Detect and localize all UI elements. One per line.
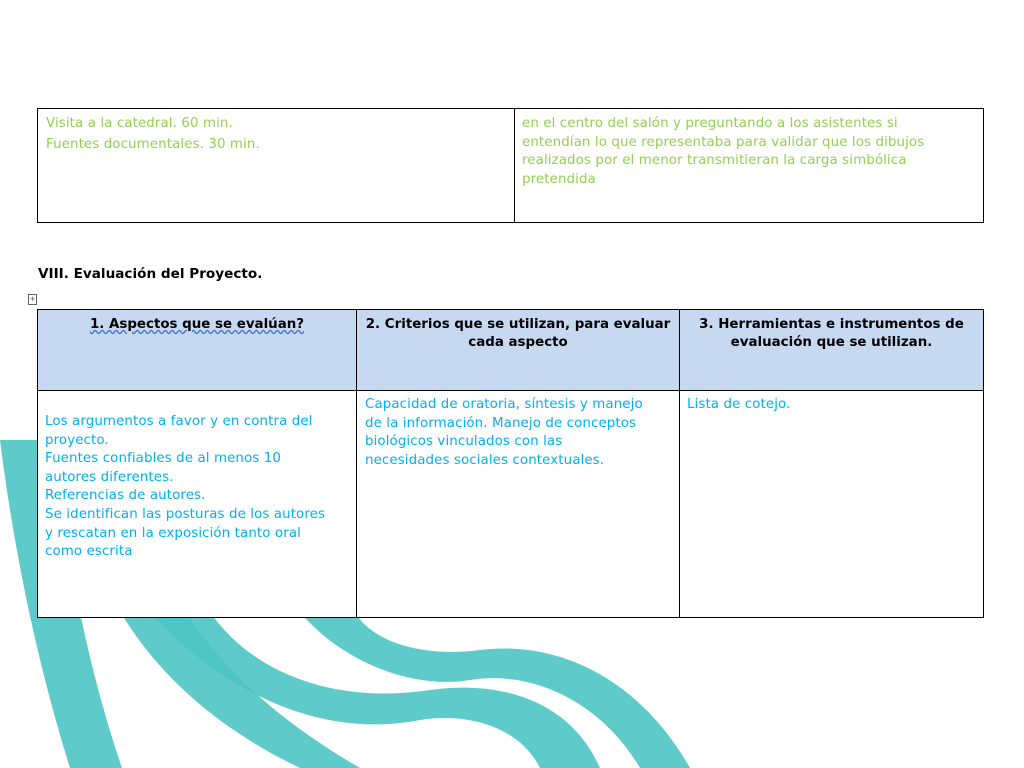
table-row xyxy=(38,109,984,223)
table-cell-tools[interactable] xyxy=(680,391,984,618)
criteria-line: necesidades sociales contextuales. xyxy=(365,452,605,468)
description-line: realizados por el menor transmitieran la carga simbólica xyxy=(522,153,907,169)
aspect-line: Se identifican las posturas de los autores xyxy=(45,506,326,522)
aspect-line: Los argumentos a favor y en contra del xyxy=(45,414,313,429)
table-move-handle-icon[interactable]: + xyxy=(29,295,36,303)
table-cell-aspects[interactable] xyxy=(38,391,357,618)
aspect-line: autores diferentes. xyxy=(45,469,174,485)
criteria-line: biológicos vinculados con las xyxy=(365,434,563,450)
header-tools[interactable] xyxy=(680,310,984,391)
activity-line: Visita a la catedral. 60 min. xyxy=(46,116,233,131)
criteria-line: de la información. Manejo de conceptos xyxy=(365,415,637,431)
table-cell-description[interactable] xyxy=(515,109,984,223)
aspect-line: como escrita xyxy=(45,544,133,560)
header-criteria-line: 2. Criterios que se utilizan, para evaluar xyxy=(365,317,671,332)
description-line: entendían lo que representaba para validar que los dibujos xyxy=(522,134,925,150)
table-header-row xyxy=(38,310,984,391)
tools-line: Lista de cotejo. xyxy=(687,397,791,412)
description-line: pretendida xyxy=(522,171,596,187)
aspect-line: Fuentes confiables de al menos 10 xyxy=(45,451,281,467)
header-criteria[interactable] xyxy=(357,310,680,391)
activity-table xyxy=(37,108,984,223)
header-tools-line: evaluación que se utilizan. xyxy=(730,335,933,350)
header-aspects[interactable] xyxy=(38,310,357,391)
table-cell-activities[interactable] xyxy=(38,109,515,223)
header-aspects-text: 1. Aspectos que se evalúan? xyxy=(89,317,305,332)
table-row xyxy=(38,391,984,618)
criteria-line: Capacidad de oratoria, síntesis y manejo xyxy=(365,397,643,412)
header-criteria-line: cada aspecto xyxy=(468,335,568,350)
evaluation-table xyxy=(37,309,984,618)
description-line: en el centro del salón y preguntando a los asistentes si xyxy=(522,116,898,131)
aspect-line: Referencias de autores. xyxy=(45,488,206,504)
aspect-line: y rescatan en la exposición tanto oral xyxy=(45,525,301,541)
table-cell-criteria[interactable] xyxy=(357,391,680,618)
header-tools-line: 3. Herramientas e instrumentos de xyxy=(699,317,964,332)
activity-line: Fuentes documentales. 30 min. xyxy=(46,136,260,152)
section-heading: VIII. Evaluación del Proyecto. xyxy=(38,266,263,282)
aspect-line: proyecto. xyxy=(45,432,109,448)
